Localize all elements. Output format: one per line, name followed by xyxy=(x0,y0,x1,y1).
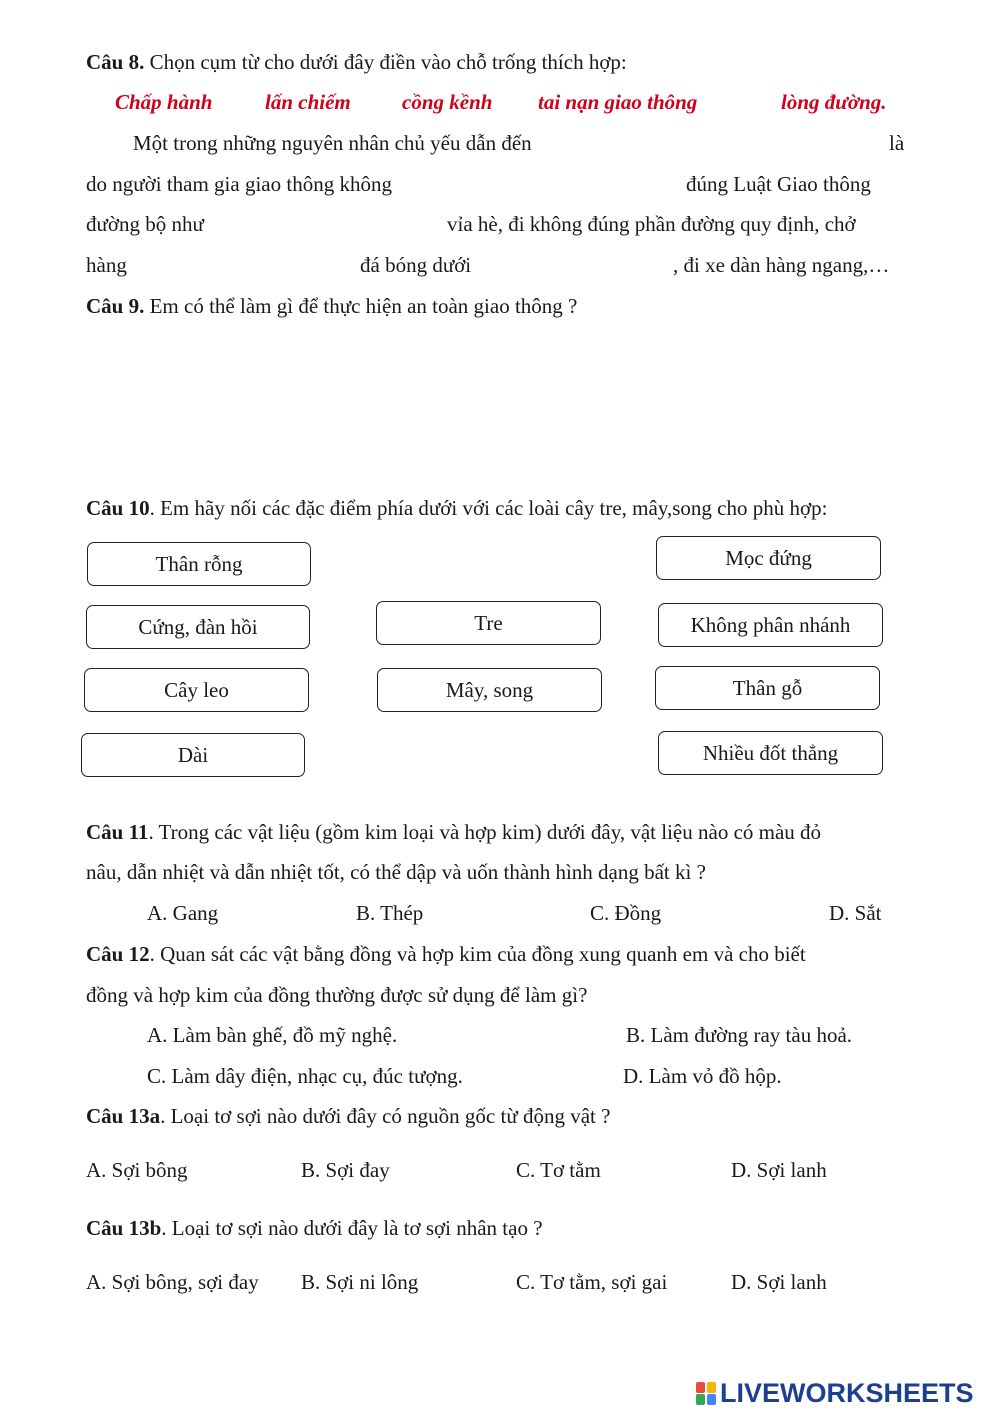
q13a-option-b[interactable]: B. Sợi đay xyxy=(301,1158,390,1182)
match-right-label: Thân gỗ xyxy=(732,675,803,700)
q8-heading xyxy=(86,52,627,73)
match-left-label: Cứng, đàn hồi xyxy=(138,614,258,639)
q8-blank-4[interactable] xyxy=(142,252,347,278)
q12-option-b[interactable]: B. Làm đường ray tàu hoả. xyxy=(626,1023,853,1047)
match-right-moc-dung[interactable] xyxy=(656,536,881,580)
match-right-label: Nhiều đốt thẳng xyxy=(702,740,839,765)
q13a-prompt: . Loại tơ sợi nào dưới đây có nguồn gốc từ động vật ? xyxy=(160,1104,611,1128)
q11-option-d[interactable]: D. Sắt xyxy=(829,901,882,925)
q8-word-5[interactable]: lòng đường. xyxy=(781,90,887,114)
q8-text-line4c: , đi xe dàn hàng ngang,… xyxy=(673,253,890,277)
q8-text-line3a: đường bộ như xyxy=(86,212,204,236)
q8-blank-2[interactable] xyxy=(440,171,675,197)
q12-label: Câu 12 xyxy=(86,942,150,966)
q8-text-line2b: đúng Luật Giao thông xyxy=(686,172,871,196)
q8-blank-3[interactable] xyxy=(230,211,435,237)
q13b-option-d[interactable]: D. Sợi lanh xyxy=(731,1270,827,1294)
q10-heading xyxy=(86,498,827,519)
match-right-nhieu-dot-thang[interactable] xyxy=(658,731,883,775)
q10-prompt: . Em hãy nối các đặc điểm phía dưới với các loài cây tre, mây,song cho phù hợp: xyxy=(149,496,828,520)
q11-line2: nâu, dẫn nhiệt và dẫn nhiệt tốt, có thể dập và uốn thành hình dạng bất kì ? xyxy=(86,860,706,884)
match-right-label: Không phân nhánh xyxy=(690,612,851,637)
liveworksheets-logo-icon xyxy=(696,1380,718,1406)
q13b-prompt: . Loại tơ sợi nào dưới đây là tơ sợi nhân tạo ? xyxy=(161,1216,543,1240)
match-left-label: Cây leo xyxy=(164,677,229,702)
q8-text-line2a: do người tham gia giao thông không xyxy=(86,172,392,196)
q8-word-2[interactable]: lấn chiếm xyxy=(265,90,351,114)
q13b-label: Câu 13b xyxy=(86,1216,162,1240)
match-left-label: Dài xyxy=(177,742,209,767)
q8-word-4[interactable]: tai nạn giao thông xyxy=(538,90,698,114)
q13a-option-d[interactable]: D. Sợi lanh xyxy=(731,1158,827,1182)
q13a-heading xyxy=(86,1106,610,1127)
q11-line1: . Trong các vật liệu (gồm kim loại và hợp kim) dưới đây, vật liệu nào có màu đỏ xyxy=(148,820,822,844)
q9-heading xyxy=(86,296,577,317)
q8-prompt: Chọn cụm từ cho dưới đây điền vào chỗ trống thích hợp: xyxy=(149,50,627,74)
q13b-option-c[interactable]: C. Tơ tằm, sợi gai xyxy=(516,1270,668,1294)
match-middle-label: Tre xyxy=(474,610,503,635)
liveworksheets-logo xyxy=(696,1378,974,1408)
match-middle-tre[interactable] xyxy=(376,601,601,645)
match-right-than-go[interactable] xyxy=(655,666,880,710)
match-middle-may-song[interactable] xyxy=(377,668,602,712)
q11-label: Câu 11 xyxy=(86,820,149,844)
q13b-option-a[interactable]: A. Sợi bông, sợi đay xyxy=(86,1270,259,1294)
q12-line2: đồng và hợp kim của đồng thường được sử dụng để làm gì? xyxy=(86,983,588,1007)
q11-option-c[interactable]: C. Đồng xyxy=(590,901,662,925)
q8-word-3[interactable]: cồng kềnh xyxy=(402,90,493,114)
q10-label: Câu 10 xyxy=(86,496,150,520)
match-right-khong-phan-nhanh[interactable] xyxy=(658,603,883,647)
q8-word-1[interactable]: Chấp hành xyxy=(115,90,213,114)
match-left-than-rong[interactable] xyxy=(87,542,311,586)
match-left-cay-leo[interactable] xyxy=(84,668,309,712)
match-left-label: Thân rỗng xyxy=(155,551,243,576)
q8-text-line4a: hàng xyxy=(86,253,127,277)
q11-heading xyxy=(86,822,821,843)
q13a-label: Câu 13a xyxy=(86,1104,161,1128)
q8-blank-1[interactable] xyxy=(590,130,880,156)
q8-label: Câu 8. xyxy=(86,50,145,74)
q8-text-line1b: là xyxy=(889,131,905,155)
q8-text-line1a: Một trong những nguyên nhân chủ yếu dẫn đến xyxy=(133,131,532,155)
q13a-option-c[interactable]: C. Tơ tằm xyxy=(516,1158,601,1182)
q11-option-b[interactable]: B. Thép xyxy=(356,901,424,925)
match-left-dai[interactable] xyxy=(81,733,305,777)
match-middle-label: Mây, song xyxy=(445,677,534,702)
q8-text-line4b: đá bóng dưới xyxy=(360,253,472,277)
brand-name: LIVEWORKSHEETS xyxy=(720,1377,974,1408)
match-left-cung-dan-hoi[interactable] xyxy=(86,605,310,649)
q11-option-a[interactable]: A. Gang xyxy=(147,901,219,925)
q8-blank-5[interactable] xyxy=(495,252,665,278)
q12-option-d[interactable]: D. Làm vỏ đồ hộp. xyxy=(623,1064,782,1088)
q12-heading xyxy=(86,944,806,965)
q12-option-a[interactable]: A. Làm bàn ghế, đồ mỹ nghệ. xyxy=(147,1023,398,1047)
q13b-heading xyxy=(86,1218,543,1239)
q9-prompt: Em có thể làm gì để thực hiện an toàn giao thông ? xyxy=(149,294,578,318)
q9-answer-area[interactable] xyxy=(86,330,916,480)
q13a-option-a[interactable]: A. Sợi bông xyxy=(86,1158,188,1182)
q12-option-c[interactable]: C. Làm dây điện, nhạc cụ, đúc tượng. xyxy=(147,1064,463,1088)
q13b-option-b[interactable]: B. Sợi ni lông xyxy=(301,1270,419,1294)
q9-label: Câu 9. xyxy=(86,294,145,318)
q12-line1: . Quan sát các vật bằng đồng và hợp kim của đồng xung quanh em và cho biết xyxy=(149,942,806,966)
q8-text-line3b: vỉa hè, đi không đúng phần đường quy định, chở xyxy=(447,212,856,236)
match-right-label: Mọc đứng xyxy=(725,545,812,570)
